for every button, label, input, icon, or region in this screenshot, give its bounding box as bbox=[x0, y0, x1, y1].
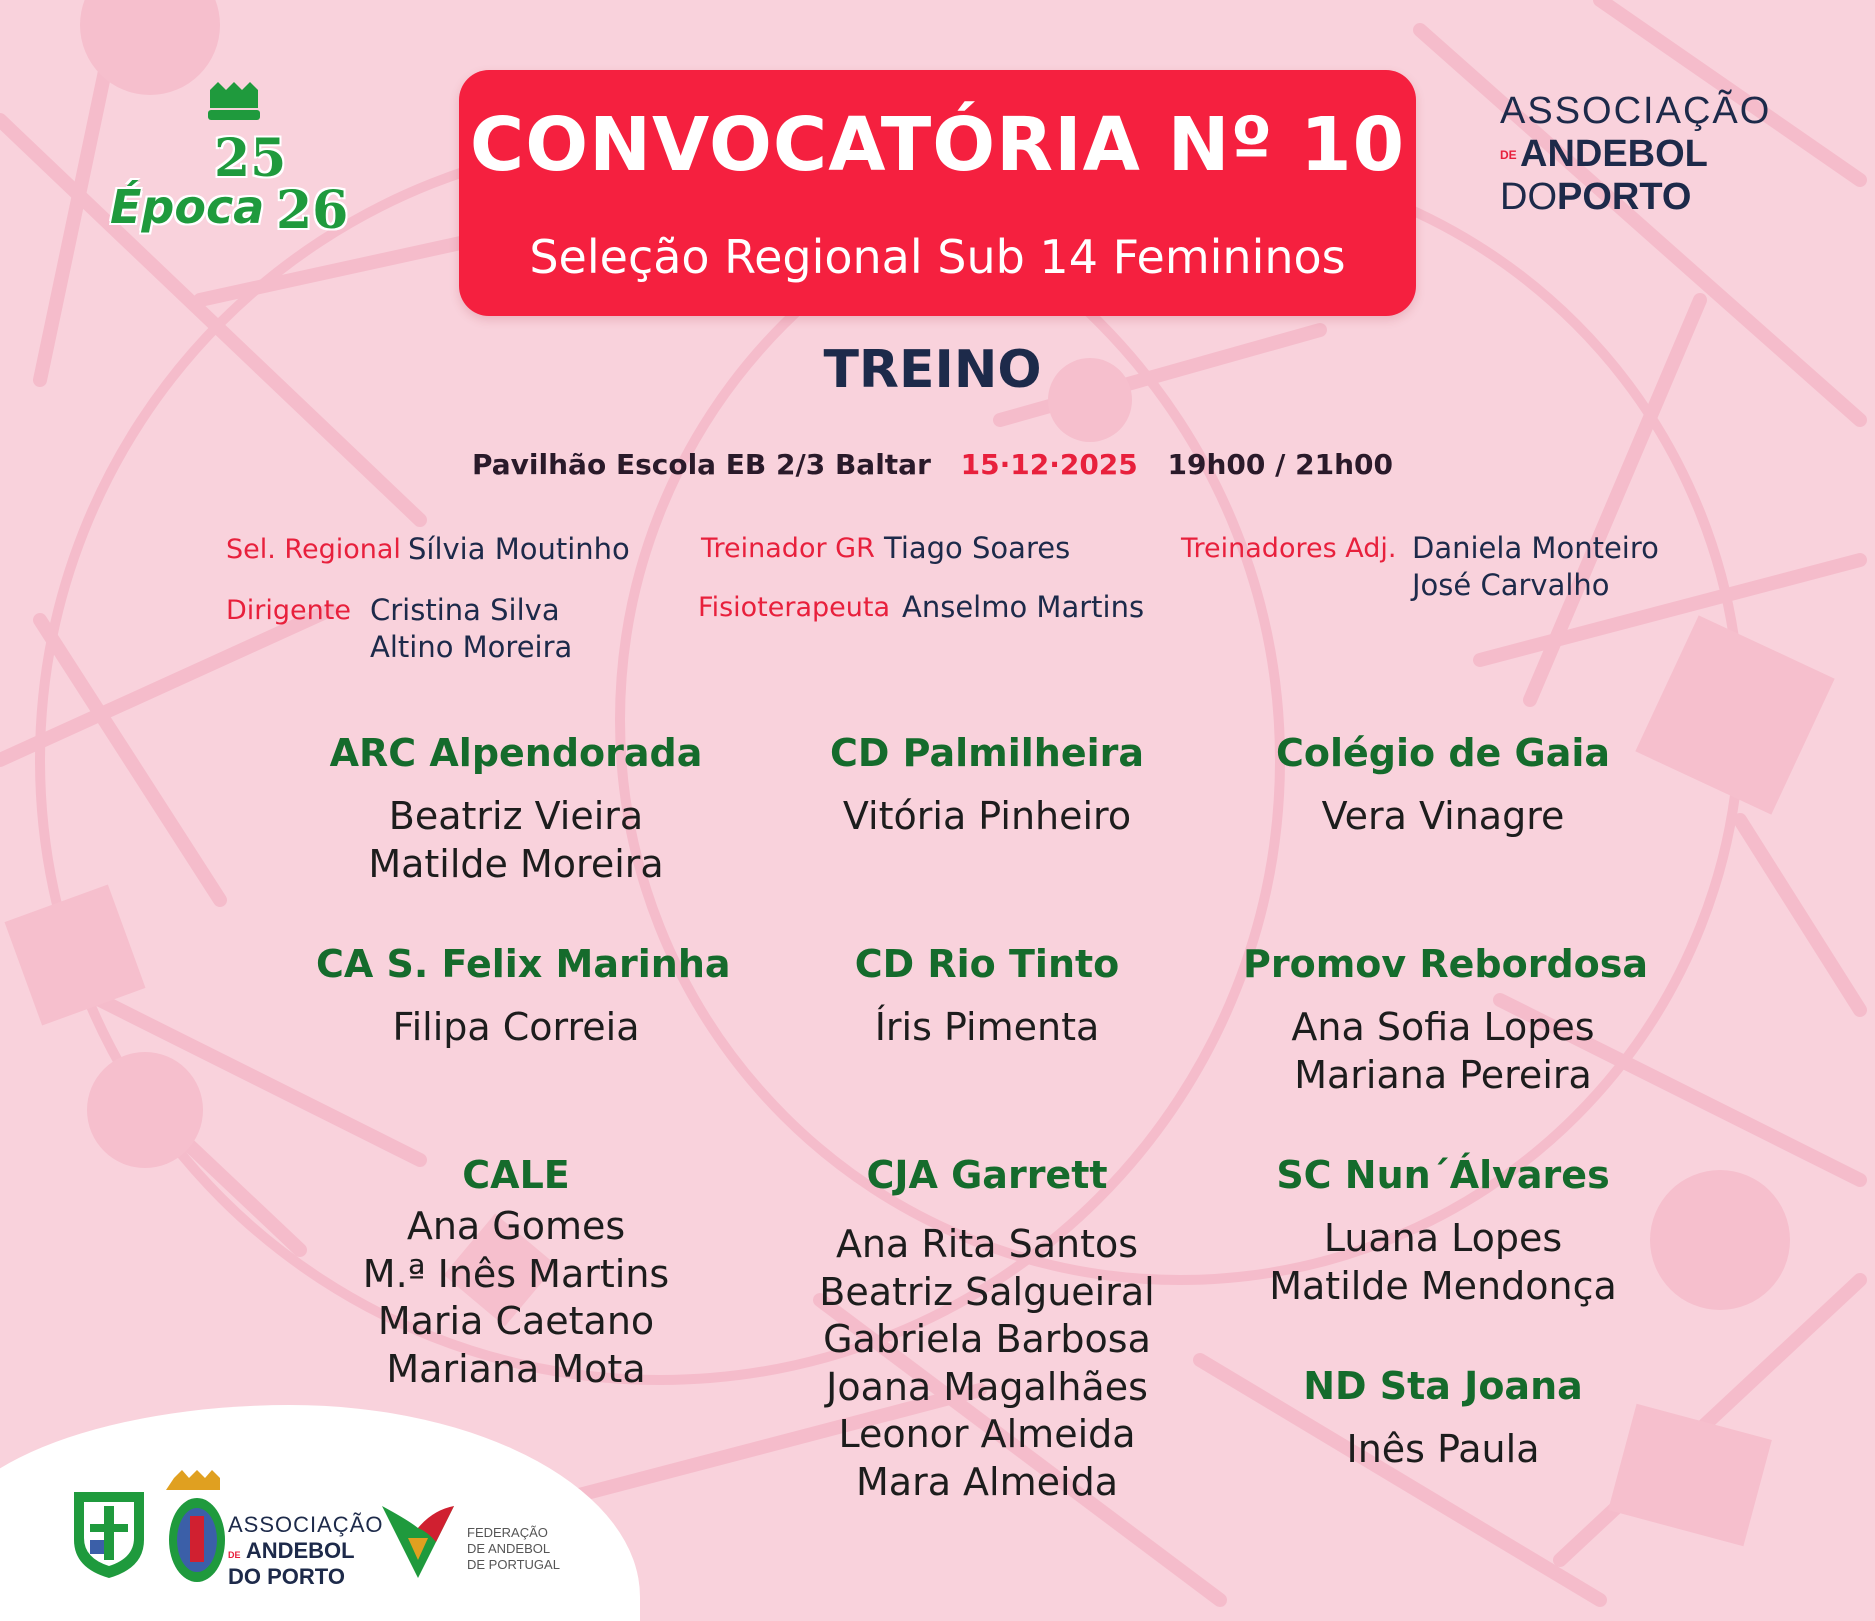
staff-role-fisioterapeuta: Fisioterapeuta bbox=[698, 592, 890, 623]
club-block bbox=[787, 1153, 1187, 1506]
player-name: Inês Paula bbox=[1346, 1427, 1540, 1471]
club-name: CA S. Felix Marinha bbox=[316, 942, 731, 986]
season-end-number: 26 bbox=[276, 180, 349, 241]
club-name: CJA Garrett bbox=[866, 1153, 1108, 1197]
footer-association-andebol: ANDEBOL bbox=[245, 1538, 355, 1563]
footer-association-line3: DO PORTO bbox=[228, 1564, 345, 1589]
season-word: Época bbox=[110, 180, 265, 234]
player-name: Gabriela Barbosa bbox=[823, 1317, 1151, 1361]
page-subtitle: Seleção Regional Sub 14 Femininos bbox=[529, 230, 1346, 284]
staff-name-treinadores-adj-1: Daniela Monteiro bbox=[1412, 531, 1659, 565]
federation-logo-icon bbox=[378, 1498, 458, 1582]
federation-line1: FEDERAÇÃO bbox=[467, 1525, 548, 1540]
event-details bbox=[0, 448, 1865, 481]
club-block bbox=[316, 1153, 716, 1393]
player-list bbox=[787, 1221, 1187, 1506]
staff-name-sel-regional: Sílvia Moutinho bbox=[408, 532, 630, 566]
player-name: Beatriz Salgueiral bbox=[819, 1269, 1155, 1314]
event-venue: Pavilhão Escola EB 2/3 Baltar bbox=[472, 448, 931, 481]
club-block bbox=[316, 942, 731, 1052]
player-name: Vera Vinagre bbox=[1321, 794, 1565, 838]
club-name: ARC Alpendorada bbox=[329, 731, 703, 775]
player-list bbox=[1243, 1426, 1643, 1474]
association-logo-andebol: ANDEBOL bbox=[1520, 133, 1708, 175]
club-name: SC Nun´Álvares bbox=[1276, 1153, 1610, 1197]
player-list bbox=[316, 1203, 716, 1393]
federation-text bbox=[467, 1525, 560, 1573]
player-name: Matilde Moreira bbox=[368, 841, 664, 886]
association-logo-de: DE bbox=[1500, 148, 1517, 163]
club-name: CD Rio Tinto bbox=[854, 942, 1120, 986]
footer-association-line2 bbox=[228, 1538, 383, 1564]
club-name: ND Sta Joana bbox=[1303, 1364, 1583, 1408]
staff-role-treinador-gr: Treinador GR bbox=[701, 533, 875, 564]
staff-name-dirigente-2: Altino Moreira bbox=[370, 630, 573, 664]
shield-icon bbox=[70, 1488, 148, 1580]
player-name: Ana Rita Santos bbox=[835, 1222, 1139, 1266]
footer-association-line1: ASSOCIAÇÃO bbox=[228, 1512, 384, 1537]
staff-name-treinadores-adj-2: José Carvalho bbox=[1412, 568, 1610, 602]
player-name: Leonor Almeida bbox=[838, 1412, 1136, 1456]
player-name: Vitória Pinheiro bbox=[842, 794, 1132, 838]
player-name: Matilde Mendonça bbox=[1269, 1263, 1617, 1308]
player-list bbox=[316, 793, 716, 888]
footer-association-de: DE bbox=[228, 1550, 241, 1560]
player-name: M.ª Inês Martins bbox=[362, 1251, 670, 1296]
club-block bbox=[1243, 1153, 1643, 1310]
federation-line3: DE PORTUGAL bbox=[467, 1557, 560, 1572]
association-logo-porto: PORTO bbox=[1557, 176, 1692, 218]
event-type: TREINO bbox=[823, 340, 1042, 400]
player-name: Mara Almeida bbox=[856, 1459, 1118, 1504]
club-block bbox=[1243, 942, 1649, 1099]
staff-name-treinador-gr: Tiago Soares bbox=[884, 531, 1071, 565]
player-name: Joana Magalhães bbox=[826, 1364, 1148, 1409]
federation-line2: DE ANDEBOL bbox=[467, 1541, 551, 1556]
player-list bbox=[787, 1004, 1187, 1052]
player-name: Íris Pimenta bbox=[874, 1005, 1100, 1049]
club-block bbox=[1243, 731, 1643, 841]
event-time: 19h00 / 21h00 bbox=[1167, 448, 1393, 481]
player-name: Beatriz Vieira bbox=[388, 794, 644, 838]
association-logo-line2 bbox=[1500, 133, 1790, 176]
staff-role-sel-regional: Sel. Regional bbox=[226, 534, 401, 565]
player-list bbox=[1243, 1004, 1643, 1099]
player-name: Luana Lopes bbox=[1323, 1216, 1563, 1260]
event-date: 15·12·2025 bbox=[960, 448, 1138, 481]
player-list bbox=[1243, 793, 1643, 841]
association-logo bbox=[1500, 90, 1790, 219]
club-name: Promov Rebordosa bbox=[1243, 942, 1649, 986]
player-list bbox=[787, 793, 1187, 841]
staff-name-dirigente-1: Cristina Silva bbox=[370, 593, 560, 627]
club-block bbox=[787, 942, 1187, 1052]
club-block bbox=[1243, 1364, 1643, 1474]
club-block bbox=[316, 731, 716, 888]
club-name: CD Palmilheira bbox=[829, 731, 1145, 775]
club-name: Colégio de Gaia bbox=[1275, 731, 1611, 775]
coat-of-arms-icon bbox=[166, 1468, 228, 1586]
player-name: Filipa Correia bbox=[392, 1005, 640, 1049]
staff-role-dirigente: Dirigente bbox=[226, 595, 351, 626]
club-name: CALE bbox=[462, 1153, 570, 1197]
player-name: Maria Caetano bbox=[377, 1299, 655, 1343]
club-block bbox=[787, 731, 1187, 841]
title-box bbox=[459, 70, 1416, 316]
page-title: CONVOCATÓRIA Nº 10 bbox=[469, 102, 1406, 188]
staff-role-treinadores-adj: Treinadores Adj. bbox=[1181, 533, 1397, 564]
staff-name-fisioterapeuta: Anselmo Martins bbox=[902, 590, 1145, 624]
player-name: Mariana Pereira bbox=[1294, 1052, 1592, 1097]
footer-association-logo bbox=[228, 1512, 383, 1590]
season-start-number: 25 bbox=[214, 128, 287, 189]
association-logo-line1: ASSOCIAÇÃO bbox=[1500, 90, 1772, 132]
player-name: Mariana Mota bbox=[386, 1346, 646, 1391]
association-logo-do: DO bbox=[1500, 176, 1557, 218]
player-name: Ana Sofia Lopes bbox=[1291, 1005, 1595, 1049]
player-name: Ana Gomes bbox=[406, 1204, 626, 1248]
player-list bbox=[1243, 1215, 1643, 1310]
player-list bbox=[316, 1004, 716, 1052]
association-logo-line3 bbox=[1500, 176, 1790, 219]
